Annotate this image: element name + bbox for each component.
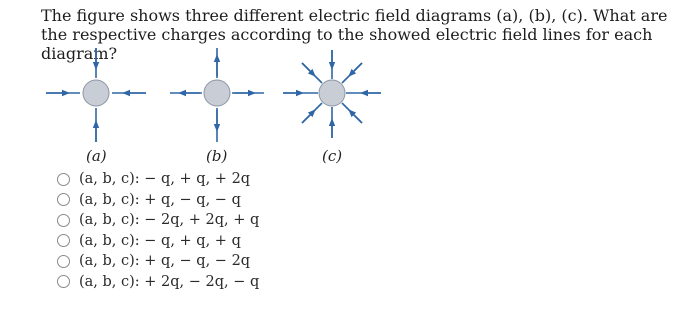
answer-options [57, 169, 259, 292]
radio-button[interactable] [57, 173, 70, 186]
answer-option-label: (a, b, c): + q, − q, − 2q [79, 253, 251, 270]
answer-option[interactable] [57, 190, 259, 211]
answer-option-label: (a, b, c): − 2q, + 2q, + q [79, 212, 260, 229]
charge-b [204, 80, 230, 106]
answer-option[interactable] [57, 169, 259, 190]
charge-a [83, 80, 109, 106]
answer-option-label: (a, b, c): − q, + q, + q [79, 232, 241, 249]
diagram-label-a: (a) [86, 147, 107, 165]
radio-button[interactable] [57, 193, 70, 206]
answer-option[interactable] [57, 210, 259, 231]
diagram-a [46, 48, 146, 142]
radio-button[interactable] [57, 214, 70, 227]
answer-option-label: (a, b, c): − q, + q, + 2q [79, 171, 251, 188]
answer-option[interactable] [57, 251, 259, 272]
diagram-label-b: (b) [206, 147, 228, 165]
radio-button[interactable] [57, 275, 70, 288]
answer-option-label: (a, b, c): + q, − q, − q [79, 191, 241, 208]
radio-button[interactable] [57, 255, 70, 268]
diagram-c [283, 50, 381, 138]
answer-option[interactable] [57, 231, 259, 252]
diagram-label-c: (c) [322, 147, 343, 165]
diagram-b [170, 48, 264, 142]
radio-button[interactable] [57, 234, 70, 247]
charge-c [319, 80, 345, 106]
answer-option[interactable] [57, 272, 259, 293]
answer-option-label: (a, b, c): + 2q, − 2q, − q [79, 273, 260, 290]
question-text: The figure shows three different electric field diagrams (a), (b), (c). What are the respective charges according to the showed electric field lines for each diagram? [41, 6, 668, 63]
